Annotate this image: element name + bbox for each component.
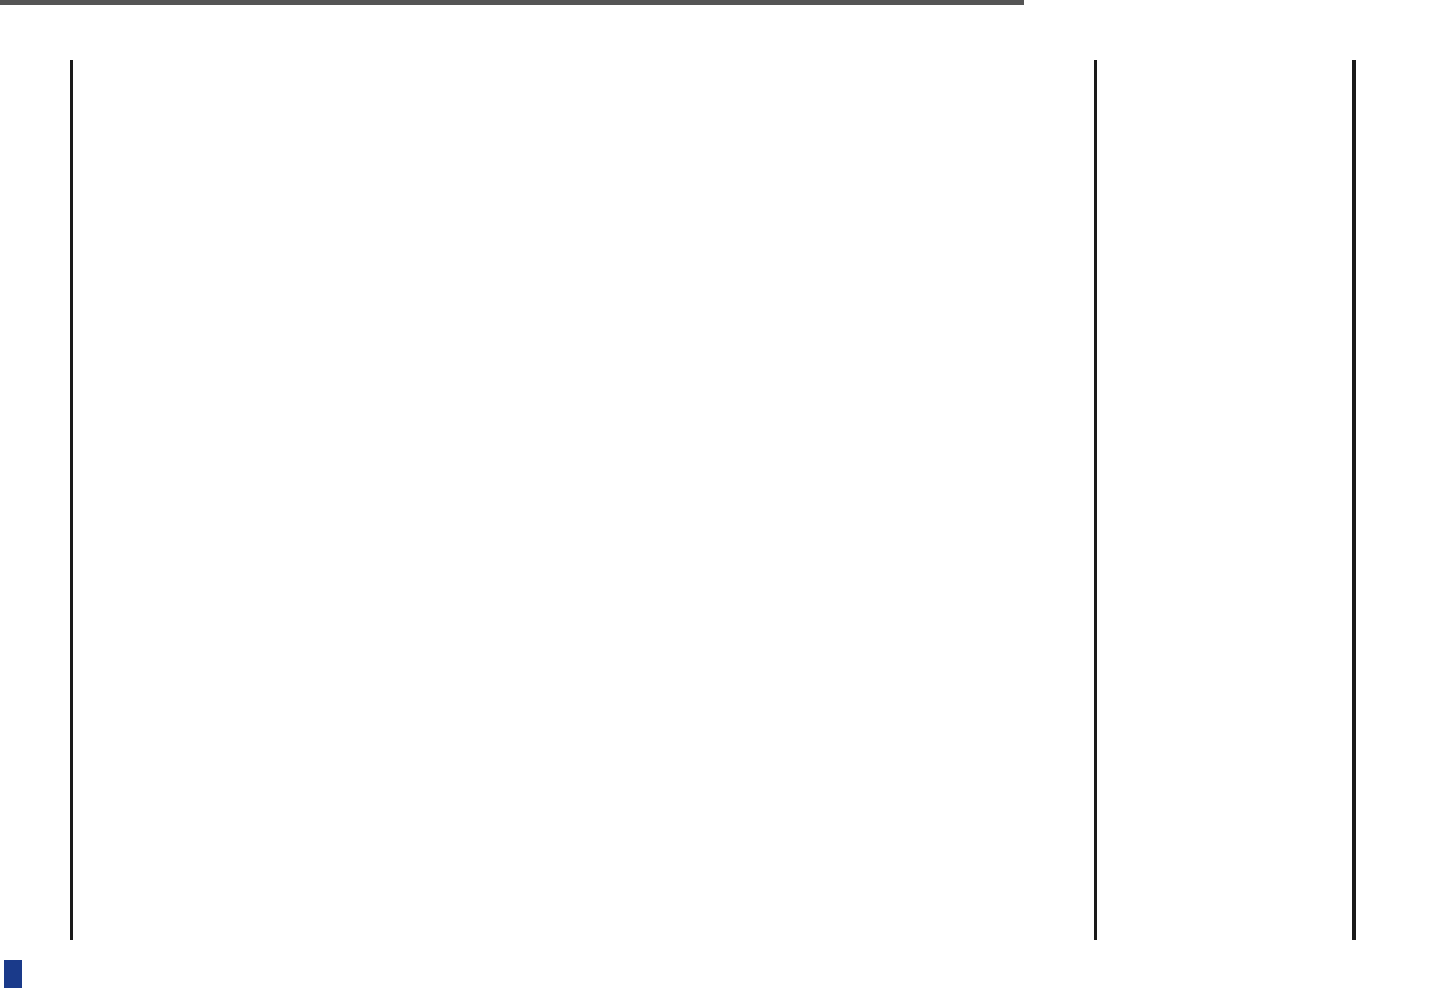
vote-divider-3 — [0, 4, 1024, 5]
name-list — [74, 60, 1054, 940]
funder-logo — [4, 960, 22, 988]
table-bottom-rule — [70, 60, 73, 940]
motion-line-2 — [1140, 80, 1164, 950]
table-top-rule — [1094, 60, 1097, 940]
header-rule — [1352, 60, 1356, 940]
vote-table — [74, 60, 1094, 940]
page-title — [1200, 250, 1240, 750]
running-head — [1366, 70, 1396, 940]
digitization-notice — [6, 590, 20, 980]
motion-line-1 — [1166, 80, 1190, 950]
